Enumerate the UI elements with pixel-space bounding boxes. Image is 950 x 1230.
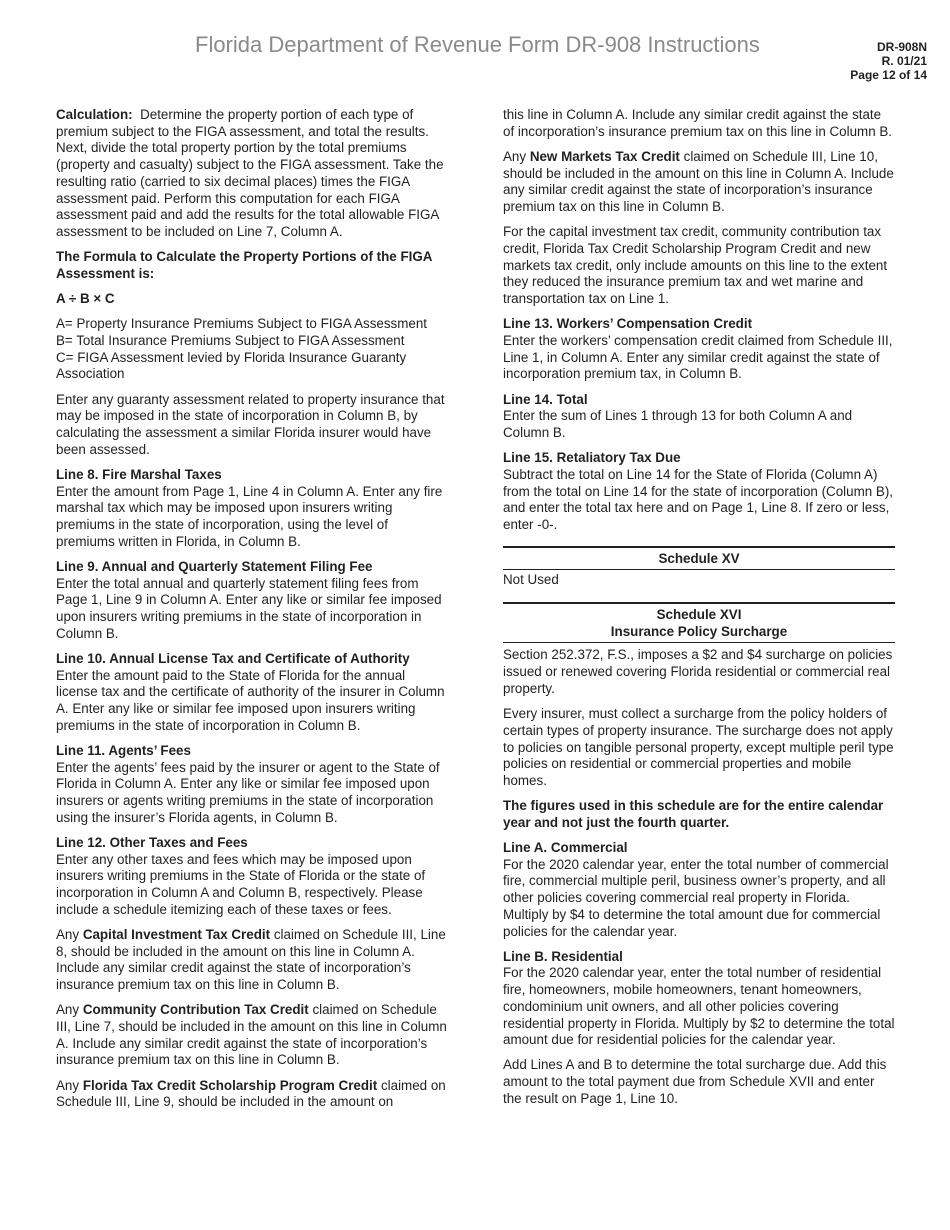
page-number: Page 12 of 14 <box>850 68 927 82</box>
definition-c: C= FIGA Assessment levied by Florida Insurance Guaranty Association <box>56 349 407 382</box>
line-a-text: For the 2020 calendar year, enter the total number of commercial fire, commercial multiple peril, business owner’s property, and all other policies covering commercial real property in Florida. Multiply by $4 to determine the total amount due for commercial policies for the calendar year. <box>503 856 889 939</box>
line8-text: Enter the amount from Page 1, Line 4 in Column A. Enter any fire marshal tax which may be imposed upon insurers writing premiums in the state of incorporation, using the level of premiums written in Florida, in Column B. <box>56 483 443 549</box>
any-prefix: Any <box>56 1002 80 1018</box>
capital-investment-text: claimed on Schedule III, Line 8, should be included in the amount on this line in Column A. Include any similar credit against the state of incorporation’s insurance premium tax on this line in Column B. <box>56 926 446 993</box>
add-lines-paragraph: Add Lines A and B to determine the total surcharge due. Add this amount to the total payment due from Schedule XVII and enter the result on Page 1, Line 10. <box>503 1057 887 1106</box>
line10-text: Enter the amount paid to the State of Florida for the annual license tax and the certificate of authority of the insurer in Column A. Enter any like or similar fee imposed upon insurers writing premiums in the state of incorporation in Column B. <box>56 667 445 733</box>
new-markets-paragraph <box>503 149 895 216</box>
formula-heading: The Formula to Calculate the Property Portions of the FIGA Assessment is: <box>56 249 432 281</box>
community-contribution-credit-term: Community Contribution Tax Credit <box>82 1002 309 1018</box>
line13-heading: Line 13. Workers’ Compensation Credit <box>503 316 753 332</box>
line9-heading: Line 9. Annual and Quarterly Statement Filing Fee <box>56 558 373 574</box>
definition-a: A= Property Insurance Premiums Subject to FIGA Assessment <box>56 316 428 332</box>
line9-section <box>56 559 450 643</box>
calculation-label: Calculation: <box>56 107 133 122</box>
page-title: Florida Department of Revenue Form DR-908 Instructions <box>195 32 760 57</box>
capital-investment-credit-term: Capital Investment Tax Credit <box>82 926 271 942</box>
line14-text: Enter the sum of Lines 1 through 13 for both Column A and Column B. <box>503 408 853 440</box>
credits-extent-paragraph: For the capital investment tax credit, community contribution tax credit, Florida Tax Credit Scholarship Program Credit and new markets tax credit, only include amounts on this line to the extent they reduced the insurance premium tax and wet marine and transportation tax on Line 1. <box>503 224 888 307</box>
right-column <box>503 107 895 1116</box>
any-prefix: Any <box>503 148 527 164</box>
formula: A ÷ B × C <box>56 291 115 307</box>
schedule-xvi-paragraph-1: Section 252.372, F.S., imposes a $2 and $4 surcharge on policies issued or renewed covering Florida residential or commercial real property. <box>503 647 893 696</box>
line8-heading: Line 8. Fire Marshal Taxes <box>56 466 222 482</box>
form-number: DR-908N <box>876 40 927 54</box>
guaranty-paragraph: Enter any guaranty assessment related to property insurance that may be imposed in the state of incorporation in Column B, by calculating the assessment a similar Florida insurer would have been assessed. <box>56 391 445 457</box>
schedule-xvi-header <box>503 602 895 643</box>
schedule-xv-text: Not Used <box>503 572 559 588</box>
line10-section <box>56 651 450 735</box>
line11-section <box>56 743 450 827</box>
line15-heading: Line 15. Retaliatory Tax Due <box>503 450 681 466</box>
community-contribution-text: claimed on Schedule III, Line 7, should be included in the amount on this line in Column A. Include any similar credit against the state of incorporation’s insurance premium tax on this line in Column B. <box>56 1002 447 1068</box>
form-revision: R. 01/21 <box>881 54 927 68</box>
scholarship-credit-continued: this line in Column A. Include any similar credit against the state of incorporation’s insurance premium tax on this line in Column B. <box>503 107 893 139</box>
line15-section <box>503 450 895 534</box>
figures-note: The figures used in this schedule are for the entire calendar year and not just the fourth quarter. <box>503 798 884 830</box>
new-markets-text: claimed on Schedule III, Line 10, should be included in the amount on this line in Column A. Include any similar credit against the state of incorporation’s insurance premium tax on this line in Column B. <box>503 148 894 215</box>
line-b-text: For the 2020 calendar year, enter the total number of residential fire, homeowners, mobile homeowners, tenant homeowners, condominium unit owners, and all other policies covering residential property in Florida. Multiply by $2 to determine the total amount due for residential policies for the calendar year. <box>503 965 895 1048</box>
capital-investment-paragraph <box>56 927 450 994</box>
line-b-section <box>503 949 895 1049</box>
calculation-text: Determine the property portion of each type of premium subject to the FIGA assessment, and total the results. Next, divide the total property portion by the total premiums (property and casualty) subject to the FIGA assessment. Take the resulting ratio (carried to six decimal places) times the FIGA assessment paid. Perform this computation for each FIGA assessment paid and add the results for the total allowable FIGA assessment to be included on Line 7, Column A. <box>56 107 444 239</box>
schedule-xvi-subtitle: Insurance Policy Surcharge <box>610 623 788 639</box>
new-markets-credit-term: New Markets Tax Credit <box>529 148 680 164</box>
line12-section <box>56 835 450 919</box>
scholarship-credit-paragraph <box>56 1078 450 1111</box>
line9-text: Enter the total annual and quarterly statement filing fees from Page 1, Line 9 in Column A. Enter any like or similar fee imposed upon insurers writing premiums in the state of incorporation in Column B. <box>56 575 442 641</box>
any-prefix: Any <box>56 1077 80 1093</box>
schedule-xvi-paragraph-2: Every insurer, must collect a surcharge from the policy holders of certain types of property insurance. The surcharge does not apply to policies on tangible personal property, except multiple peril type policies on residential or commercial properties and mobile homes. <box>503 706 894 788</box>
line11-text: Enter the agents’ fees paid by the insurer or agent to the State of Florida in Column A. Enter any like or similar fee imposed upon insurers or agents writing premiums in the state of incorporation using the insurer’s Florida agents, in Column B. <box>56 759 440 825</box>
definition-b: B= Total Insurance Premiums Subject to FIGA Assessment <box>56 332 405 348</box>
line8-section <box>56 467 450 551</box>
scholarship-credit-term: Florida Tax Credit Scholarship Program Credit <box>82 1077 378 1093</box>
line14-heading: Line 14. Total <box>503 391 588 407</box>
line15-text: Subtract the total on Line 14 for the State of Florida (Column A) from the total on Line 14 for the state of incorporation (Column B), and enter the total tax here and on Page 1, Line 8. If zero or less, enter -0-. <box>503 466 894 532</box>
form-identifier <box>850 40 927 82</box>
line12-heading: Line 12. Other Taxes and Fees <box>56 834 248 850</box>
line13-section <box>503 316 895 383</box>
calculation-paragraph <box>56 107 450 241</box>
line12-text: Enter any other taxes and fees which may be imposed upon insurers writing premiums in the State of Florida or the state of incorporation in Column A and Column B, respectively. Please include a schedule itemizing each of these taxes or fees. <box>56 851 426 917</box>
line10-heading: Line 10. Annual License Tax and Certificate of Authority <box>56 650 410 666</box>
left-column <box>56 107 450 1119</box>
any-prefix: Any <box>56 926 80 942</box>
schedule-xvi-title: Schedule XVI <box>656 607 742 623</box>
line11-heading: Line 11. Agents’ Fees <box>56 742 191 758</box>
line14-section <box>503 392 895 442</box>
community-contribution-paragraph <box>56 1002 450 1069</box>
line13-text: Enter the workers’ compensation credit claimed from Schedule III, Line 1, in Column A. Enter any similar credit against the state of incorporation premium tax, in Column B. <box>503 332 893 382</box>
line-b-heading: Line B. Residential <box>503 948 623 964</box>
line-a-heading: Line A. Commercial <box>503 840 628 856</box>
schedule-xv-title: Schedule XV <box>658 550 740 566</box>
scholarship-credit-text: claimed on Schedule III, Line 9, should be included in the amount on <box>56 1077 446 1110</box>
schedule-xv-header <box>503 546 895 571</box>
formula-definitions <box>56 316 450 383</box>
line-a-section <box>503 840 895 940</box>
